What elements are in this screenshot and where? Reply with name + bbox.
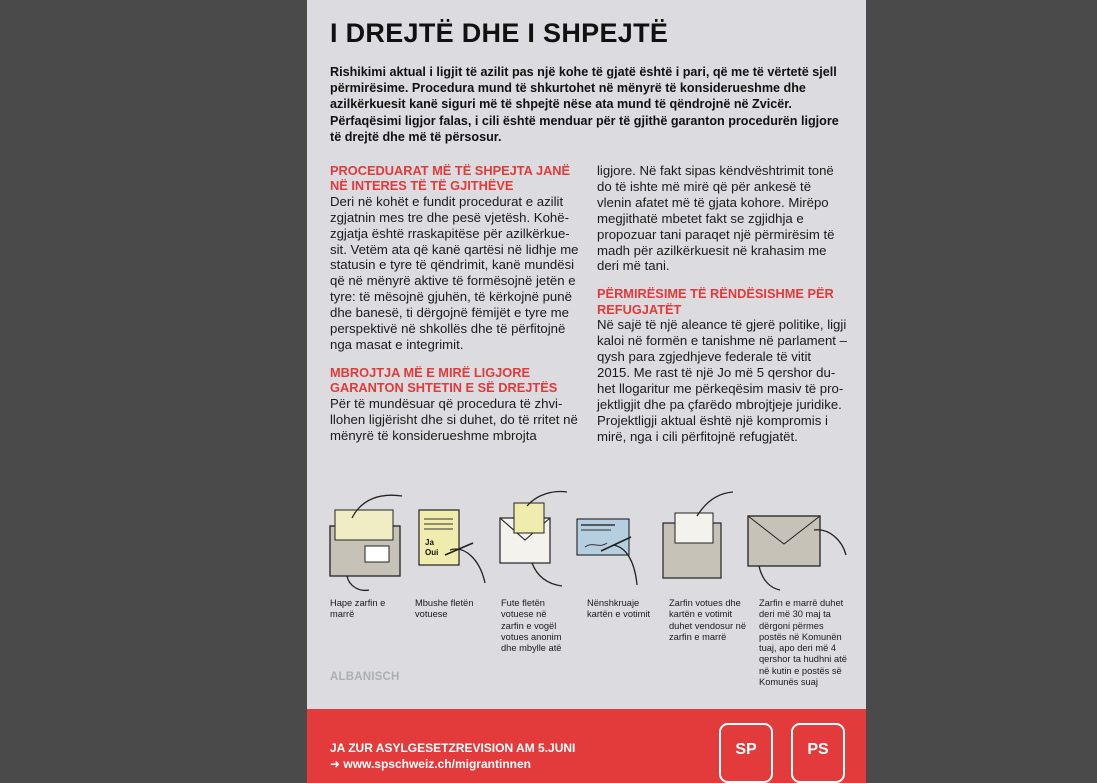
intro-paragraph: Rishikimi aktual i ligjit të azilit pas një kohe të gjatë është i pari, që me të vërtetë sjell përmirësime. Procedura mund të shkurtohet në mënyrë të konsiderueshme dhe azilkërkuesit kanë siguri më të shpejtë nëse ata mund të qëndrojnë në Zvicër. Përfaqësimi ligjor falas, i cili është menduar për të gjithë garanton procedurën ligjore të drejtë dhe më të përsosur. bbox=[330, 65, 839, 144]
step-caption-4: Nënshkruaje kartën e votimit bbox=[587, 598, 651, 620]
step-caption-1: Hape zarfin e marrë bbox=[330, 598, 386, 620]
ps-logo bbox=[791, 723, 845, 783]
section-body-legal-protection-continued: ligjore. Në fakt sipas këndvështrimit tonë do të ishte më mirë që për ankesë të vlenin afatet më të gjata kohore. Mirëpo megjithatë mbetet fakt se zgjidhja e propozuar tani paraqet një përmirësim të madh për azilkërkuesit në krahasim me deri më tani. bbox=[597, 163, 835, 274]
section-heading-refugee-improvements: PËRMIRËSIME TË RËNDËSISHME PËR REFUGJATËT bbox=[597, 286, 834, 317]
sign-card-illustration bbox=[575, 515, 650, 590]
fill-ballot-illustration bbox=[415, 505, 490, 590]
footer-slogan: JA ZUR ASYLGESETZREVISION AM 5.JUNI bbox=[330, 741, 576, 755]
ps-logo-text: PS bbox=[807, 741, 829, 758]
page-title: I DREJTË DHE I SHPEJTË bbox=[330, 18, 669, 48]
flyer-page bbox=[307, 0, 866, 783]
left-column bbox=[330, 163, 582, 443]
step-caption-2: Mbushe fletën votuese bbox=[415, 598, 474, 620]
right-column bbox=[597, 163, 847, 444]
section-heading-legal-protection: MBROJTJA MË E MIRË LIGJORE GARANTON SHTETIN E SË DREJTËS bbox=[330, 364, 558, 396]
section-body-refugee-improvements: Në sajë të një aleance të gjerë politike, ligji kaloi në formën e tanishme në parlament – qysh para zgjedhjeve federale të vitit 2015. Me rast të një Jo më 5 qershor du-het llogaritur me përkeqësim masiv të pro-jektligjit dhe pa çfarëdo mbrojtjeje juridike. Projektligji aktual është një kompromis i mirë, nga i cili përfitojnë refugjatët. bbox=[597, 317, 847, 444]
put-in-envelope-illustration bbox=[657, 488, 737, 593]
svg-text:Ja: Ja bbox=[425, 538, 434, 547]
open-envelope-illustration bbox=[327, 488, 407, 593]
insert-ballot-illustration bbox=[492, 488, 572, 593]
sp-logo-text: SP bbox=[735, 741, 757, 758]
sp-logo bbox=[719, 723, 773, 783]
step-caption-6: Zarfin e marrë duhet deri më 30 maj ta dërgoni përmes postës në Komunën tuaj, apo deri më 4 qershor ta hudhni atë në kutin e postës së Komunës suaj bbox=[759, 598, 847, 688]
mail-envelope-illustration bbox=[744, 510, 849, 595]
step-caption-3: Fute fletën votuese në zarfin e vogël votues anonim dhe mbylle atë bbox=[501, 598, 562, 654]
language-label: ALBANISCH bbox=[330, 671, 400, 683]
footer-website-link[interactable]: ➜ www.spschweiz.ch/migrantinnen bbox=[330, 757, 531, 771]
step-caption-5: Zarfin votues dhe kartën e votimit duhet vendosur në zarfin e marrë bbox=[669, 598, 747, 642]
section-body-legal-protection: Për të mundësuar që procedura të zhvi-llohen ligjërisht dhe si duhet, do të rritet në mënyrë të konsiderueshme mbrojta bbox=[330, 395, 578, 443]
footer-banner bbox=[307, 709, 866, 783]
section-body-faster-procedures: Deri në kohët e fundit procedurat e azilit zgjatnin mes tre dhe pesë vjetësh. Kohë-zgjatja është rraskapitëse për azilkërkue-sit. Vetëm ata që kanë qartësi në lidhje me statusin e tyre të qëndrimit, kanë mundësi që në mënyrë aktive të formësojnë jetën e tyre: të mësojnë gjuhën, të kërkojnë punë dhe banesë, ti dërgojnë fëmijët e tyre me perspektivë në shkollës dhe të përfitojnë nga masat e integrimit. bbox=[330, 193, 579, 352]
svg-text:Oui: Oui bbox=[425, 548, 439, 557]
section-heading-faster-procedures: PROCEDUARAT MË TË SHPEJTA JANË NË INTERES TË TË GJITHËVE bbox=[330, 163, 571, 194]
